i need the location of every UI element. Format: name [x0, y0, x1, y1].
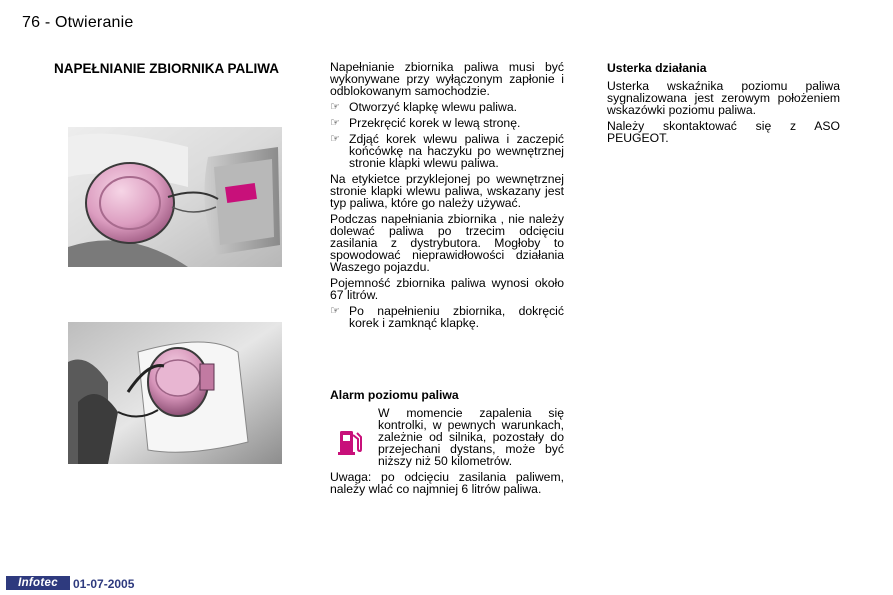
- fuel-pump-icon: [338, 427, 362, 455]
- page-header: 76 - Otwieranie: [22, 14, 134, 31]
- footer-date: 01-07-2005: [73, 577, 135, 591]
- fault-text-2: Należy skontaktować się z ASO PEUGEOT.: [607, 119, 840, 145]
- pointing-hand-icon: ☞: [330, 305, 340, 317]
- pointing-hand-icon: ☞: [330, 133, 340, 145]
- photo-fuel-cap-close: [68, 322, 282, 464]
- bullet-text: Otworzyć klapkę wlewu paliwa.: [349, 100, 517, 114]
- alarm-text-1: W momencie zapalenia się kontrolki, w pewnych warunkach, zależnie od silnika, pozostały do przejechani dystans, może być niższy niż 50 kilometrów.: [378, 406, 564, 468]
- label-note: Na etykietce przyklejonej po wewnętrznej stronie klapki wlewu paliwa, wskazany jest typ paliwa, które go należy używać.: [330, 172, 564, 210]
- column-right: [607, 62, 840, 148]
- cutoff-note: Podczas napełniania zbiornika , nie należy dolewać paliwa po trzecim odcięciu zasilania z dystrybutora. Mogłoby to spowodować nieprawidłowości działania Waszego pojazdu.: [330, 212, 564, 274]
- pointing-hand-icon: ☞: [330, 117, 340, 129]
- list-item: [330, 133, 564, 169]
- pointing-hand-icon: ☞: [330, 101, 340, 113]
- section-title: NAPEŁNIANIE ZBIORNIKA PALIWA: [54, 61, 279, 76]
- fault-title: Usterka działania: [607, 61, 707, 75]
- bullet-text: Zdjąć korek wlewu paliwa i zaczepić końcówkę na haczyku po wewnętrznej stronie klapki wlewu paliwa.: [349, 132, 564, 170]
- alarm-title: Alarm poziomu paliwa: [330, 388, 459, 402]
- photo-fuel-flap-open: [68, 127, 282, 267]
- bullet-text: Przekręcić korek w lewą stronę.: [349, 116, 521, 130]
- intro-text: Napełnianie zbiornika paliwa musi być wykonywane przy wyłączonym zapłonie i odblokowanym samochodzie.: [330, 60, 564, 98]
- fault-text-1: Usterka wskaźnika poziomu paliwa sygnalizowana jest zerowym położeniem wskazówki poziomu paliwa.: [607, 79, 840, 117]
- alarm-text-2: Uwaga: po odcięciu zasilania paliwem, należy wlać co najmniej 6 litrów paliwa.: [330, 470, 564, 496]
- list-item: [330, 101, 564, 113]
- list-item: [330, 305, 564, 329]
- infotec-logo: Infotec: [6, 576, 70, 590]
- capacity-text: Pojemność zbiornika paliwa wynosi około 67 litrów.: [330, 276, 564, 302]
- list-item: [330, 117, 564, 129]
- column-middle: [330, 61, 564, 333]
- alarm-section: [330, 389, 564, 499]
- bullet-text: Po napełnieniu zbiornika, dokręcić korek i zamknąć klapkę.: [349, 304, 564, 330]
